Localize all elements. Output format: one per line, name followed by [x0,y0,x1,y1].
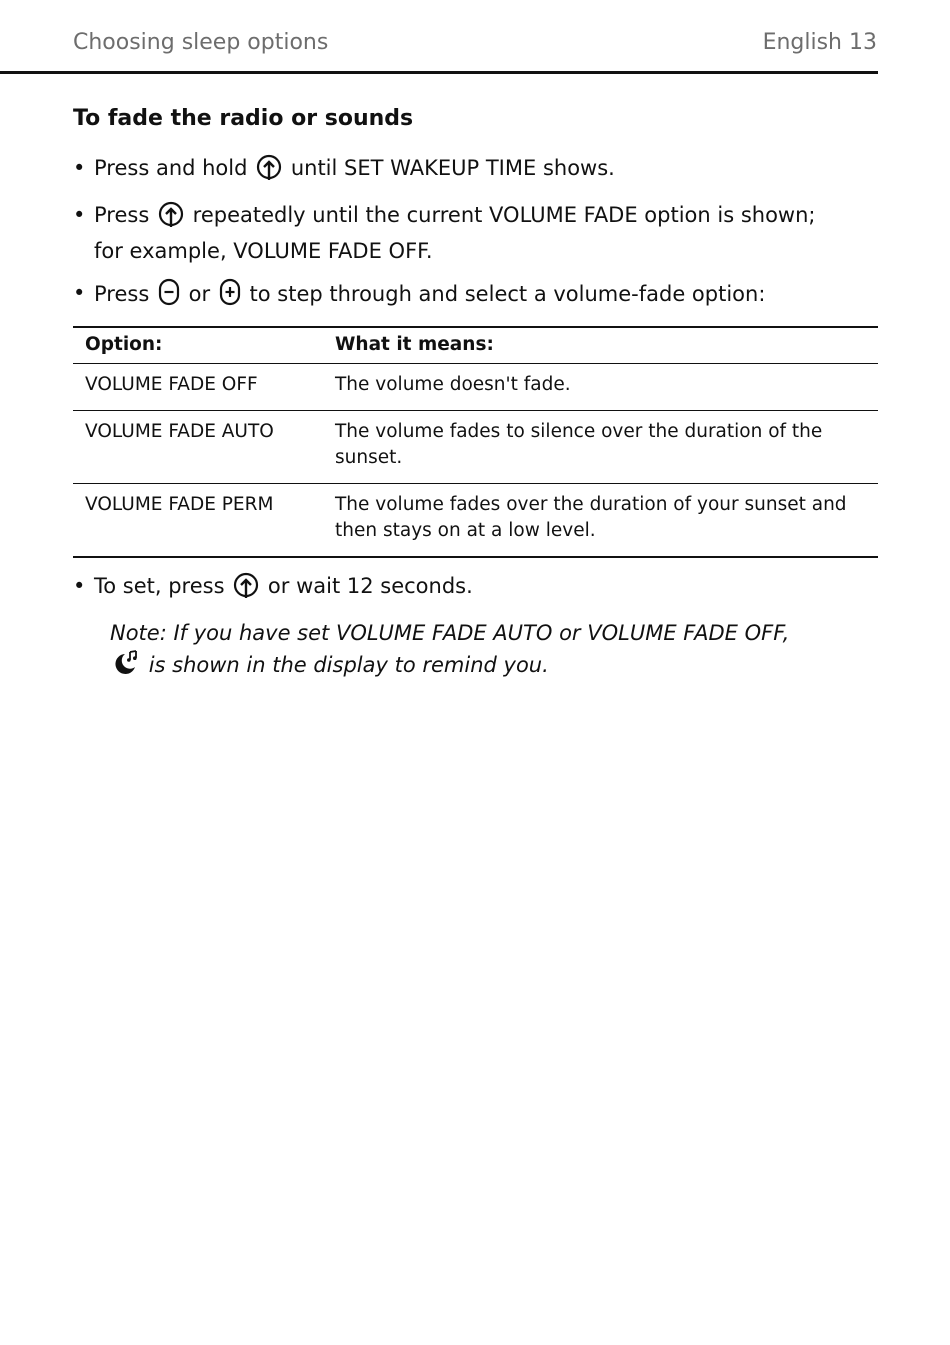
header-divider [0,71,878,74]
meaning-cell: The volume fades over the duration of your sunset and then stays on at a low level. [335,493,847,541]
set-button-icon [256,154,282,189]
bullet-text: repeatedly until the current VOLUME FADE option is shown; for example, VOLUME FADE OFF. [94,203,816,263]
bullet-dot: • [73,281,86,305]
column-header-option: Option: [85,334,163,355]
instruction-bullet-1 [73,153,843,189]
bullet-dot: • [73,203,86,227]
set-button-icon [158,201,184,236]
bullet-text: or wait 12 seconds. [267,574,473,598]
minus-button-icon [158,278,180,315]
bullet-text: or [188,282,211,306]
option-cell: VOLUME FADE AUTO [85,420,274,442]
note-text: is shown in the display to remind you. [148,653,549,677]
note-paragraph [110,618,810,686]
bullet-text: Press [94,282,150,306]
table-row [73,483,878,557]
bullet-text: until SET WAKEUP TIME shows. [290,156,615,180]
option-cell: VOLUME FADE PERM [85,493,274,515]
bullet-dot: • [73,574,86,598]
moon-music-icon [112,649,140,686]
section-heading: To fade the radio or sounds [73,106,414,131]
set-button-icon [233,572,259,607]
header-section-title: Choosing sleep options [73,30,329,55]
bullet-dot: • [73,156,86,180]
bullet-text: Press [94,203,150,227]
bullet-text: Press and hold [94,156,248,180]
option-cell: VOLUME FADE OFF [85,373,258,395]
table-row [73,410,878,483]
note-text: Note: If you have set VOLUME FADE AUTO or VOLUME FADE OFF, [110,621,790,645]
volume-fade-options-table [73,326,878,558]
column-header-meaning: What it means: [335,334,494,355]
instruction-bullet-2 [73,200,843,267]
instruction-bullet-3 [73,278,843,315]
table-row [73,363,878,410]
meaning-cell: The volume doesn't fade. [335,373,571,395]
table-header-row [73,327,878,363]
instruction-bullet-4 [73,571,843,607]
meaning-cell: The volume fades to silence over the duration of the sunset. [335,420,823,468]
bullet-text: to step through and select a volume-fade option: [249,282,766,306]
bullet-text: To set, press [94,574,225,598]
plus-button-icon [219,278,241,315]
header-page-number: English 13 [762,30,877,55]
page-header [73,30,877,66]
